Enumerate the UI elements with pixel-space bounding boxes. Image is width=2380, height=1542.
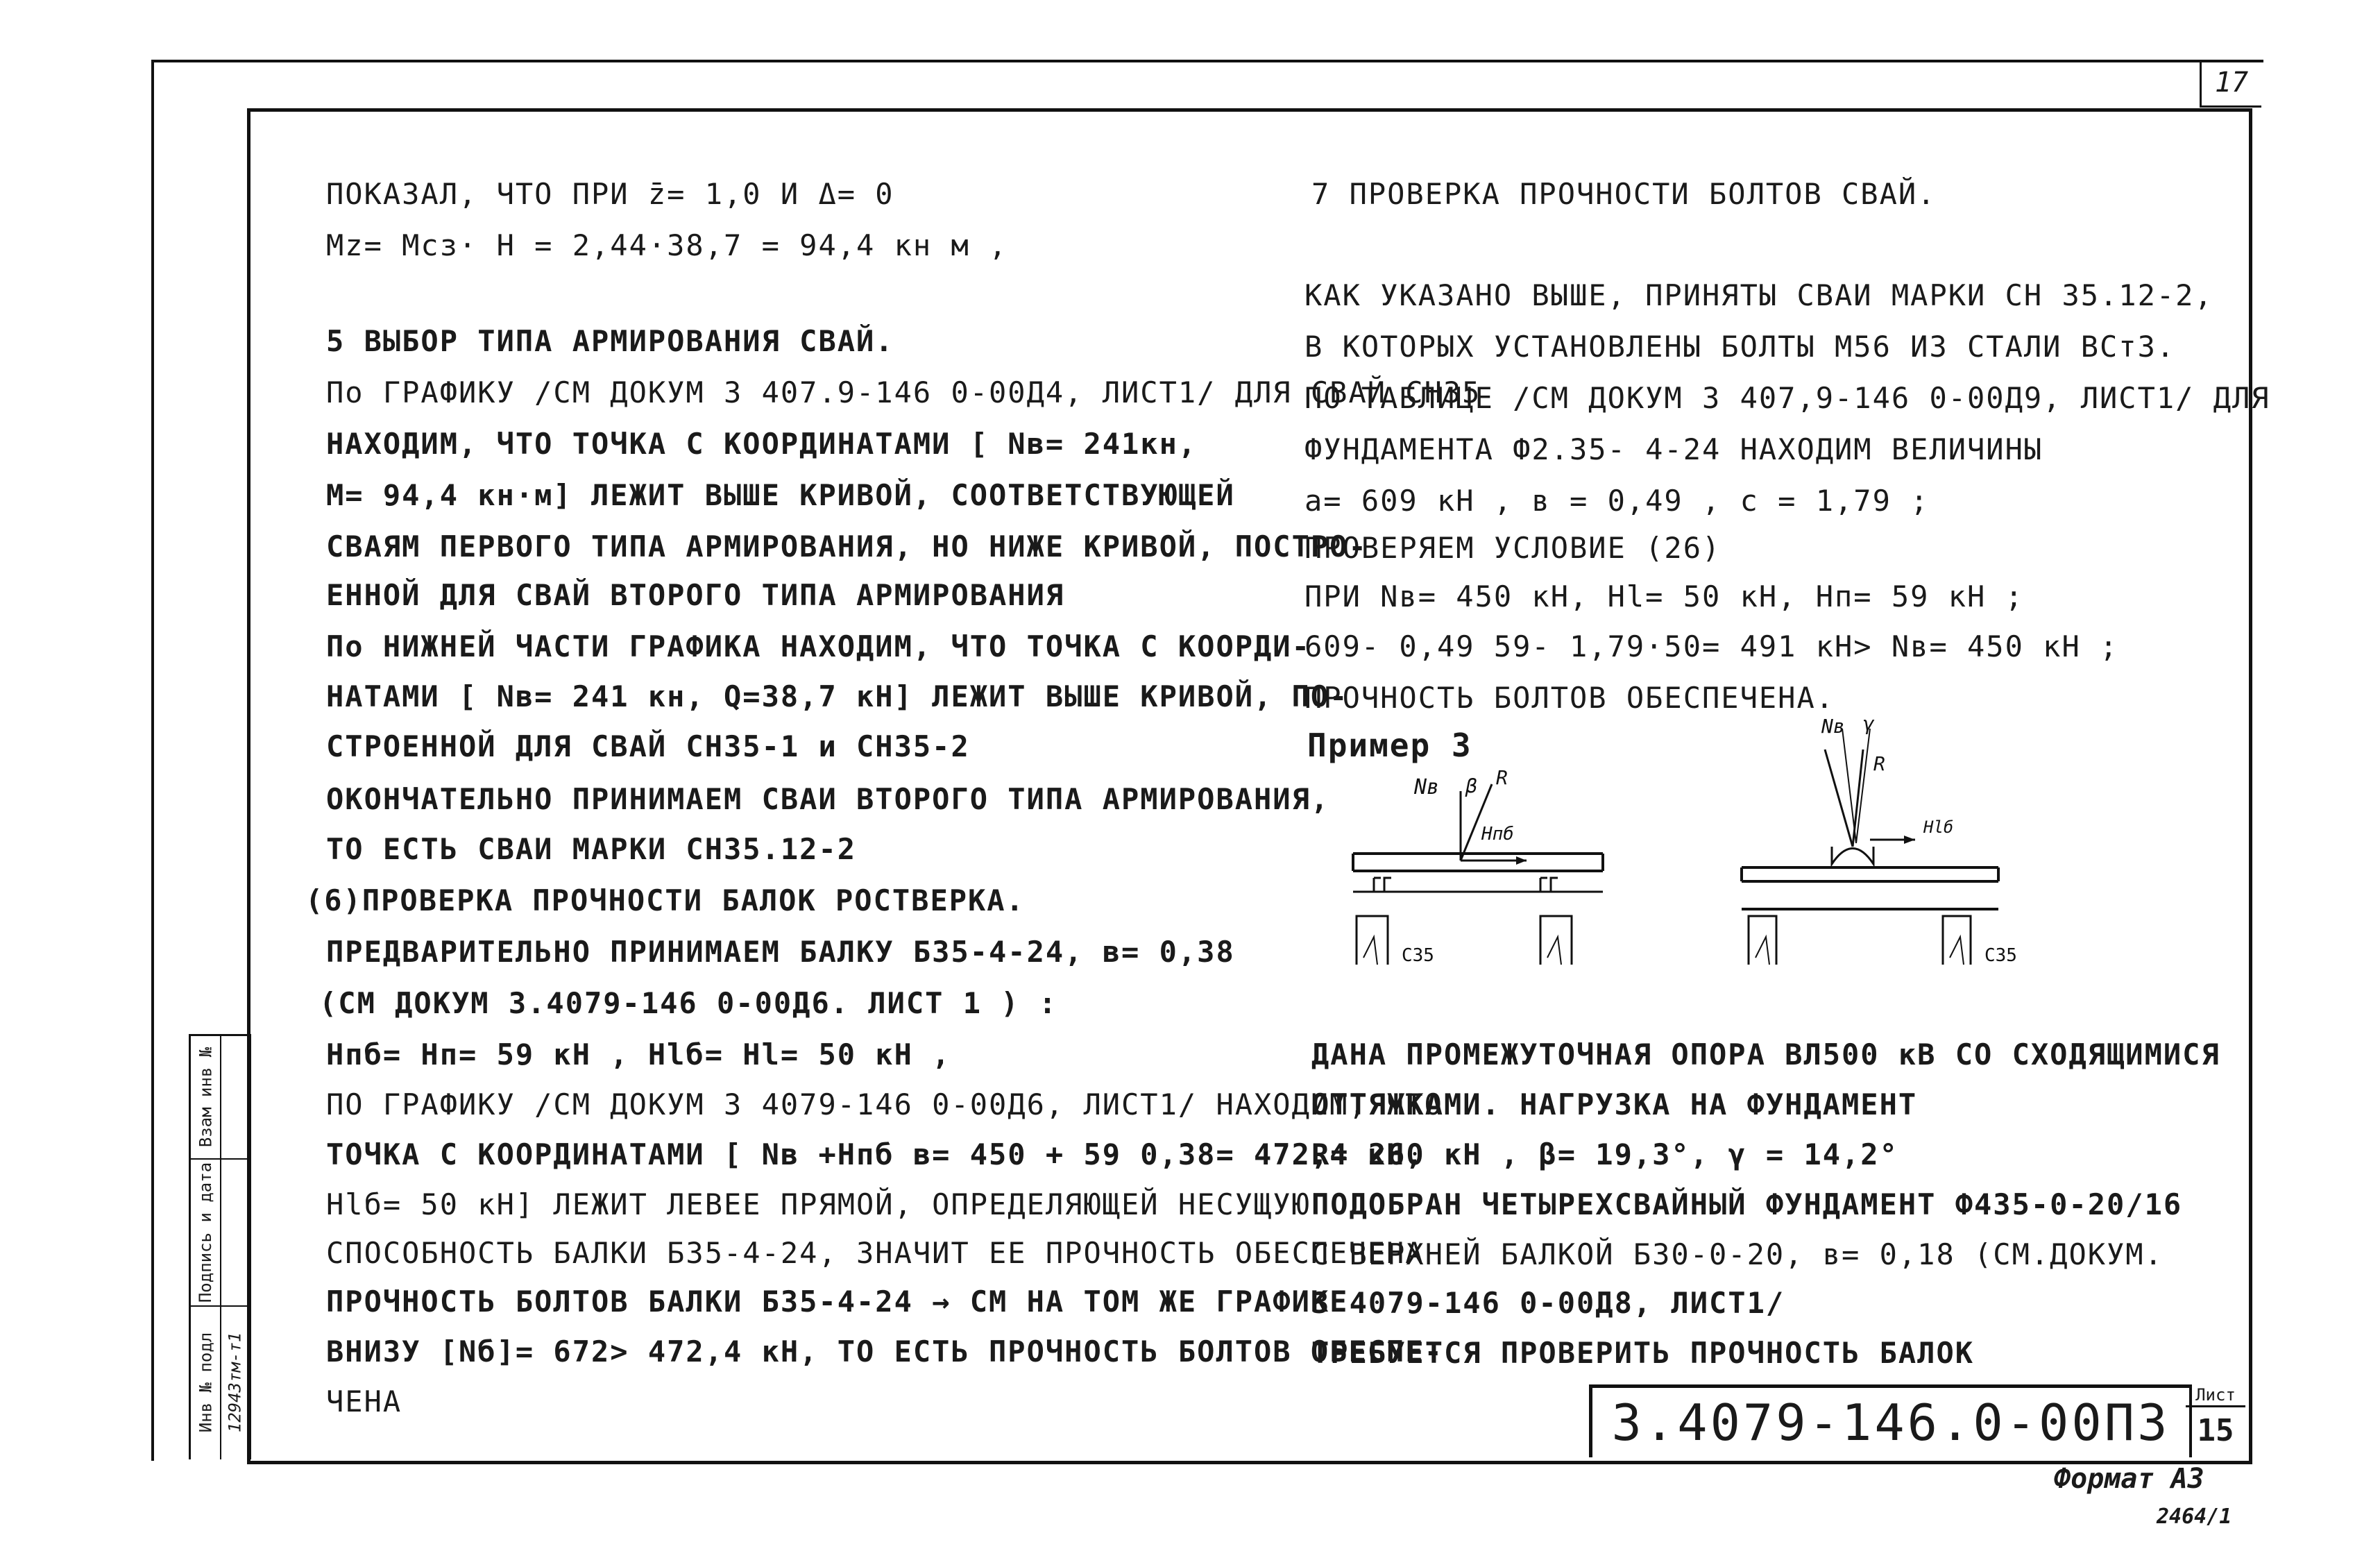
text-line: ФУНДАМЕНТА Ф2.35- 4-24 НАХОДИМ ВЕЛИЧИНЫ — [1304, 432, 2043, 466]
text-line: НАХОДИМ, ЧТО ТОЧКА С КООРДИНАТАМИ [ Nв= 241кн, — [326, 427, 1198, 461]
formula-line: ПРИ Nв= 450 кН, Нl= 50 кН, Нп= 59 кН ; — [1304, 579, 2024, 613]
side-stamp-labels — [191, 1036, 221, 1459]
text-line: С ВЕРХНЕЙ БАЛКОЙ Б30-0-20, в= 0,18 (СМ.ДОКУМ. — [1311, 1237, 2164, 1271]
text-line: По ГРАФИКУ /СМ ДОКУМ 3 407.9-146 0-00Д4, ЛИСТ1/ ДЛЯ СВАЙ СН35 — [326, 375, 1481, 409]
text-line: ТРЕБУЕТСЯ ПРОВЕРИТЬ ПРОЧНОСТЬ БАЛОК — [1311, 1336, 1975, 1370]
text-line: ДАНА ПРОМЕЖУТОЧНАЯ ОПОРА ВЛ500 кВ СО СХОДЯЩИМИСЯ — [1311, 1037, 2220, 1071]
label-beta: β — [1465, 774, 1477, 797]
side-cell — [191, 1307, 220, 1458]
label-r: R — [1496, 766, 1508, 789]
label-hpb: Нпб — [1481, 824, 1514, 845]
sheet-box — [2186, 1384, 2245, 1454]
text-line: КАК УКАЗАНО ВЫШЕ, ПРИНЯТЫ СВАИ МАРКИ СН 35.12-2, — [1304, 278, 2213, 312]
text-line: НАТАМИ [ Nв= 241 кн, Q=38,7 кН] ЛЕЖИТ ВЫШЕ КРИВОЙ, ПО- — [326, 679, 1349, 713]
formula-line: Мz= Мсз· Н = 2,44·38,7 = 94,4 кн м , — [326, 228, 1008, 262]
text-line: В КОТОРЫХ УСТАНОВЛЕНЫ БОЛТЫ М56 ИЗ СТАЛИ ВСт3. — [1304, 330, 2176, 364]
text-line: ПРЕДВАРИТЕЛЬНО ПРИНИМАЕМ БАЛКУ Б35-4-24, в= 0,38 — [326, 935, 1235, 969]
formula-line: а= 609 кН , в = 0,49 , с = 1,79 ; — [1304, 484, 1930, 518]
text-line: ВНИЗУ [Nб]= 672> 472,4 кН, ТО ЕСТЬ ПРОЧНОСТЬ БОЛТОВ ОБЕСПЕ- — [326, 1335, 1443, 1369]
text-line: ПОКАЗАЛ, ЧТО ПРИ z̄= 1,0 И Δ= 0 — [326, 177, 894, 211]
section-heading: (6)ПРОВЕРКА ПРОЧНОСТИ БАЛОК РОСТВЕРКА. — [305, 883, 1025, 917]
page-number: 17 — [2200, 60, 2261, 108]
side-cell — [220, 1160, 249, 1307]
text-line: ПРОВЕРЯЕМ УСЛОВИЕ (26) — [1304, 531, 1722, 565]
text-line: СВАЯМ ПЕРВОГО ТИПА АРМИРОВАНИЯ, НО НИЖЕ КРИВОЙ, ПОСТРО- — [326, 529, 1368, 564]
sheet-number: 15 — [2197, 1413, 2234, 1448]
side-cell — [220, 1036, 249, 1160]
text-line: ОКОНЧАТЕЛЬНО ПРИНИМАЕМ СВАИ ВТОРОГО ТИПА АРМИРОВАНИЯ, — [326, 782, 1330, 816]
text-line: СПОСОБНОСТЬ БАЛКИ Б35-4-24, ЗНАЧИТ ЕЕ ПРОЧНОСТЬ ОБЕСПЕЧЕНА — [326, 1236, 1425, 1270]
text-line: ЕННОЙ ДЛЯ СВАЙ ВТОРОГО ТИПА АРМИРОВАНИЯ — [326, 578, 1065, 612]
diagram-front-view — [1735, 708, 2054, 985]
text-line: ПО ТАБЛИЦЕ /СМ ДОКУМ 3 407,9-146 0-00Д9, ЛИСТ1/ ДЛЯ — [1304, 381, 2270, 415]
sheet-label: Лист — [2186, 1384, 2245, 1407]
label-gamma: γ — [1863, 712, 1875, 735]
side-label: Инв № подл — [196, 1332, 215, 1433]
diagram-side-view — [1346, 756, 1610, 978]
text-line: ТО ЕСТЬ СВАИ МАРКИ СН35.12-2 — [326, 832, 857, 866]
side-label: Взам инв № — [196, 1047, 215, 1148]
formula-line: R= 260 кН , β= 19,3°, γ = 14,2° — [1311, 1137, 1898, 1171]
format-label: Формат А3 — [2054, 1463, 2204, 1495]
section-heading: 7 ПРОВЕРКА ПРОЧНОСТИ БОЛТОВ СВАЙ. — [1311, 177, 1937, 211]
document-designation: 3.4079-146.0-00П3 — [1589, 1384, 2192, 1457]
archive-number: 2464/1 — [2157, 1505, 2232, 1529]
side-stamp-values — [220, 1036, 249, 1459]
label-r: R — [1873, 752, 1885, 775]
section-heading: 5 ВЫБОР ТИПА АРМИРОВАНИЯ СВАЙ. — [326, 324, 894, 358]
text-line: М= 94,4 кн·м] ЛЕЖИТ ВЫШЕ КРИВОЙ, СООТВЕТСТВУЮЩЕЙ — [326, 478, 1235, 512]
label-pile: С35 — [1984, 945, 2017, 966]
text-line: ПРОЧНОСТЬ БОЛТОВ ОБЕСПЕЧЕНА. — [1304, 681, 1835, 715]
text-line: По НИЖНЕЙ ЧАСТИ ГРАФИКА НАХОДИМ, ЧТО ТОЧКА С КООРДИ- — [326, 629, 1311, 663]
label-nv: Nв — [1821, 715, 1845, 738]
label-pile: С35 — [1402, 945, 1434, 966]
side-cell — [191, 1036, 220, 1160]
text-line: 3 4079-146 0-00Д8, ЛИСТ1/ — [1311, 1286, 1785, 1320]
text-line: ЧЕНА — [326, 1384, 402, 1418]
text-line: ПОДОБРАН ЧЕТЫРЕХСВАЙНЫЙ ФУНДАМЕНТ Ф435-0-20/16 — [1311, 1187, 2183, 1221]
formula-line: Нпб= Нп= 59 кН , Нlб= Нl= 50 кН , — [326, 1037, 951, 1071]
side-cell — [191, 1160, 220, 1307]
side-label: Подпись и дата — [196, 1162, 216, 1303]
side-value: 12943тм-т1 — [225, 1332, 244, 1433]
text-line: (СМ ДОКУМ 3.4079-146 0-00Д6. ЛИСТ 1 ) : — [319, 986, 1058, 1020]
side-stamp — [189, 1034, 251, 1459]
text-line: Нlб= 50 кН] ЛЕЖИТ ЛЕВЕЕ ПРЯМОЙ, ОПРЕДЕЛЯЮЩЕЙ НЕСУЩУЮ — [326, 1187, 1311, 1221]
side-cell — [220, 1307, 249, 1458]
text-line: ПО ГРАФИКУ /СМ ДОКУМ 3 4079-146 0-00Д6, ЛИСТ1/ НАХОДИМ, ЧТО — [326, 1087, 1443, 1121]
example-title: Пример 3 — [1307, 727, 1472, 764]
text-line: ТОЧКА С КООРДИНАТАМИ [ Nв +Нпб в= 450 + 59 0,38= 472,4 кН, — [326, 1137, 1425, 1171]
text-line: ОТТЯЖКАМИ. НАГРУЗКА НА ФУНДАМЕНТ — [1311, 1087, 1918, 1121]
text-line: СТРОЕННОЙ ДЛЯ СВАЙ СН35-1 и СН35-2 — [326, 729, 970, 763]
label-hlb: Нlб — [1923, 817, 1954, 837]
label-nv: Nв — [1414, 775, 1440, 799]
formula-line: 609- 0,49 59- 1,79·50= 491 кН> Nв= 450 кН ; — [1304, 629, 2119, 663]
text-line: ПРОЧНОСТЬ БОЛТОВ БАЛКИ Б35-4-24 → СМ НА ТОМ ЖЕ ГРАФИКЕ — [326, 1285, 1349, 1319]
